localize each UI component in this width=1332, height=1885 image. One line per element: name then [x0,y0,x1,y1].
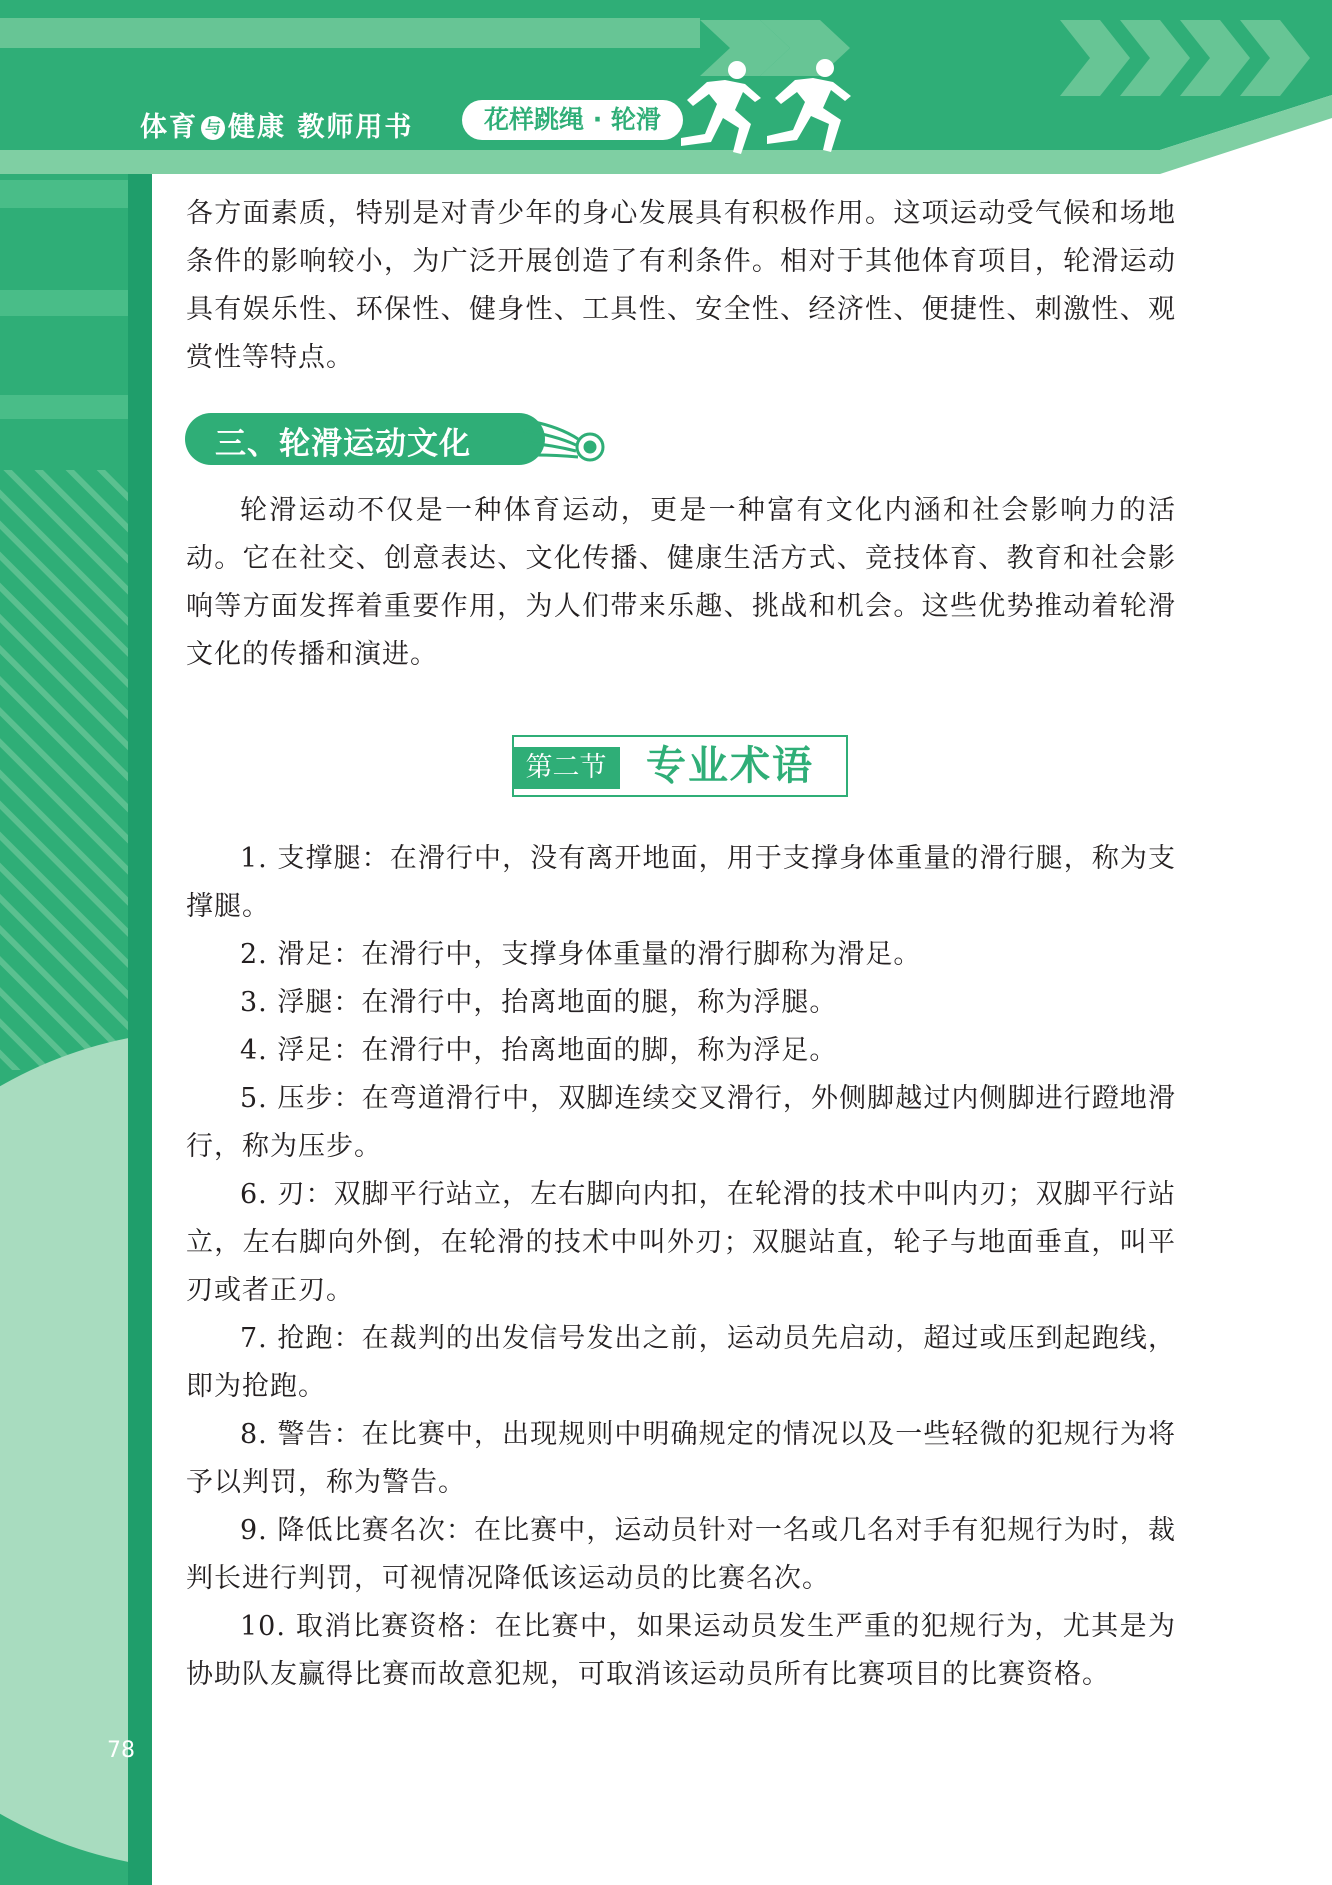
section3-paragraph: 轮滑运动不仅是一种体育运动，更是一种富有文化内涵和社会影响力的活动。它在社交、创意表达、文化传播、健康生活方式、竞技体育、教育和社会影响等方面发挥着重要作用，为人们带来乐趣、挑战和机会。这些优势推动着轮滑文化的传播和演进。 [186,495,1176,670]
book-title-part1: 体育 [140,112,198,143]
winged-wheel-icon [520,417,610,465]
runner-icon [675,58,865,158]
list-item: 1. 支撑腿：在滑行中，没有离开地面，用于支撑身体重量的滑行腿，称为支撑腿。 [186,843,1176,922]
list-item: 5. 压步：在弯道滑行中，双脚连续交叉滑行，外侧脚越过内侧脚进行蹬地滑行，称为压步。 [186,1083,1176,1162]
page-number: 78 [107,1738,135,1763]
section3-block [186,487,1176,679]
list-item: 3. 浮腿：在滑行中，抬离地面的腿，称为浮腿。 [240,987,838,1018]
list-item: 10. 取消比赛资格：在比赛中，如果运动员发生严重的犯规行为，尤其是为协助队友赢得比赛而故意犯规，可取消该运动员所有比赛项目的比赛资格。 [186,1611,1176,1690]
intro-paragraph: 各方面素质，特别是对青少年的身心发展具有积极作用。这项运动受气候和场地条件的影响较小，为广泛开展创造了有利条件。相对于其他体育项目，轮滑运动具有娱乐性、环保性、健身性、工具性、安全性、经济性、便捷性、刺激性、观赏性等特点。 [186,198,1176,373]
section-heading [185,413,545,465]
intro-block [186,190,1176,382]
chapter-heading [512,735,852,801]
list-item: 9. 降低比赛名次：在比赛中，运动员针对一名或几名对手有犯规行为时，裁判长进行判罚，可视情况降低该运动员的比赛名次。 [186,1515,1176,1594]
volume-pill: 花样跳绳 · 轮滑 [462,100,683,140]
book-title [140,105,413,144]
list-item: 2. 滑足：在滑行中，支撑身体重量的滑行脚称为滑足。 [240,939,922,970]
page-header [0,0,1332,200]
list-item: 8. 警告：在比赛中，出现规则中明确规定的情况以及一些轻微的犯规行为将予以判罚，称为警告。 [186,1419,1176,1498]
list-item: 4. 浮足：在滑行中，抬离地面的脚，称为浮足。 [240,1035,838,1066]
chapter-tag: 第二节 [512,747,620,789]
book-title-yu-badge: 与 [201,116,225,140]
chapter-title: 专业术语 [646,743,814,789]
book-title-part2: 健康 教师用书 [228,112,414,143]
list-item: 6. 刃：双脚平行站立，左右脚向内扣，在轮滑的技术中叫内刃；双脚平行站立，左右脚向外倒，在轮滑的技术中叫外刃；双腿站直，轮子与地面垂直，叫平刃或者正刃。 [186,1179,1176,1306]
stripe-pattern [0,0,152,1885]
terms-list [186,835,1176,1699]
left-decor-band [0,0,152,1885]
section-heading-title: 三、轮滑运动文化 [215,426,471,462]
list-item: 7. 抢跑：在裁判的出发信号发出之前，运动员先启动，超过或压到起跑线，即为抢跑。 [186,1323,1176,1402]
